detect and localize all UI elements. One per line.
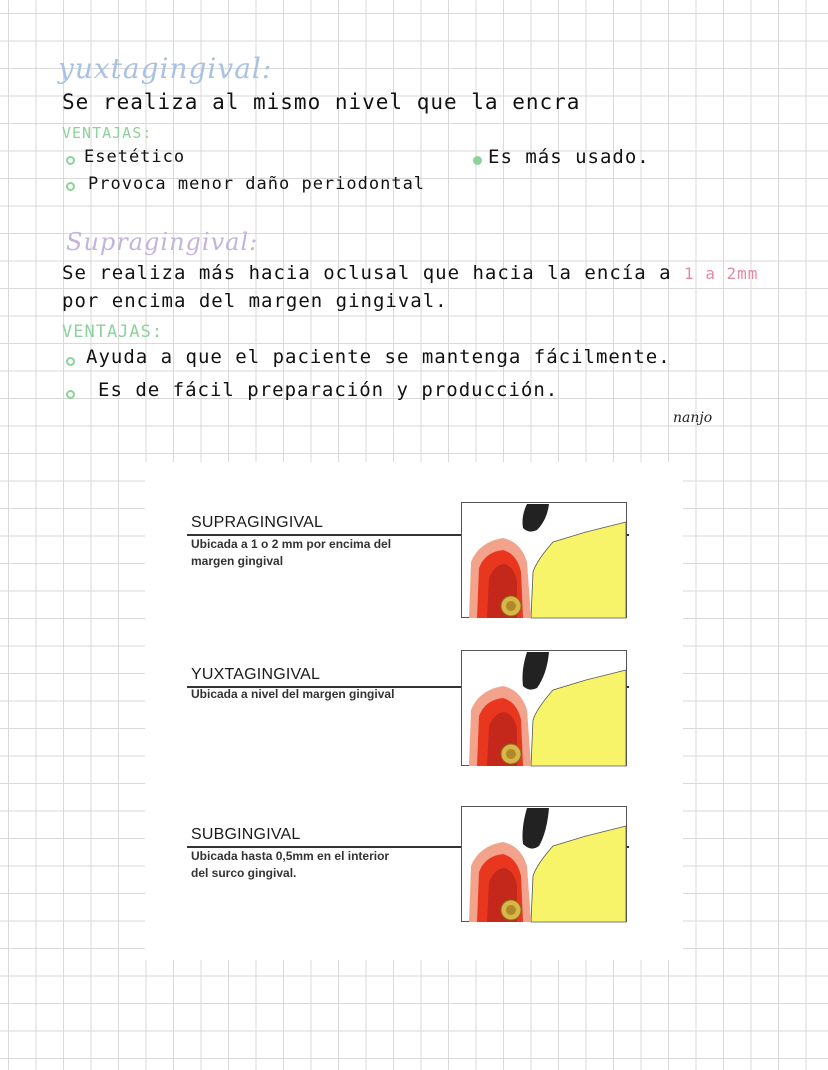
- supra-definition-line1: [62, 262, 758, 284]
- signature: nanjo: [673, 410, 713, 426]
- yuxta-definition: Se realiza al mismo nivel que la encra: [62, 90, 581, 114]
- tooth-diagram: [461, 650, 629, 768]
- row-description: [191, 686, 451, 703]
- tooth-diagram: [461, 502, 629, 620]
- supra-highlight: 1 a 2mm: [683, 264, 759, 283]
- yuxta-ventajas-label: VENTAJAS:: [62, 124, 153, 142]
- margin-types-figure: [145, 462, 683, 960]
- row-desc-line2: margen gingival: [191, 554, 284, 568]
- handwritten-notes: [0, 0, 828, 450]
- row-title: SUPRAGINGIVAL: [191, 514, 324, 531]
- yuxta-side-item: Es más usado.: [488, 146, 650, 168]
- supra-ventajas-label: VENTAJAS:: [62, 322, 164, 342]
- row-description: [191, 848, 451, 882]
- supra-item-1: Ayuda a que el paciente se mantenga fácilmente.: [86, 346, 671, 368]
- row-description: [191, 536, 451, 570]
- figure-row-supragingival: [145, 502, 683, 627]
- bullet-icon: [66, 357, 75, 366]
- yuxta-title: yuxtagingival:: [58, 52, 273, 85]
- row-title: YUXTAGINGIVAL: [191, 666, 321, 683]
- row-desc-line1: Ubicada a 1 o 2 mm por encima del: [191, 537, 392, 551]
- supra-definition-line2: por encima del margen gingival.: [62, 290, 448, 312]
- row-title: SUBGINGIVAL: [191, 826, 301, 843]
- row-desc-line1: Ubicada a nivel del margen gingival: [191, 687, 395, 701]
- row-desc-line1: Ubicada hasta 0,5mm en el interior: [191, 849, 390, 863]
- bullet-icon: [66, 182, 75, 191]
- supra-title: Supragingival:: [66, 228, 259, 256]
- figure-row-yuxtagingival: [145, 650, 683, 775]
- bullet-icon: [473, 156, 482, 165]
- supra-definition-text: Se realiza más hacia oclusal que hacia la encía a: [62, 262, 672, 284]
- bullet-icon: [66, 156, 75, 165]
- supra-item-2: Es de fácil preparación y producción.: [98, 379, 559, 401]
- bullet-icon: [66, 390, 75, 399]
- tooth-diagram: [461, 806, 629, 924]
- figure-row-subgingival: [145, 806, 683, 931]
- yuxta-item-1: Esetético: [84, 147, 186, 167]
- row-desc-line2: del surco gingival.: [191, 866, 297, 880]
- yuxta-item-2: Provoca menor daño periodontal: [88, 174, 426, 194]
